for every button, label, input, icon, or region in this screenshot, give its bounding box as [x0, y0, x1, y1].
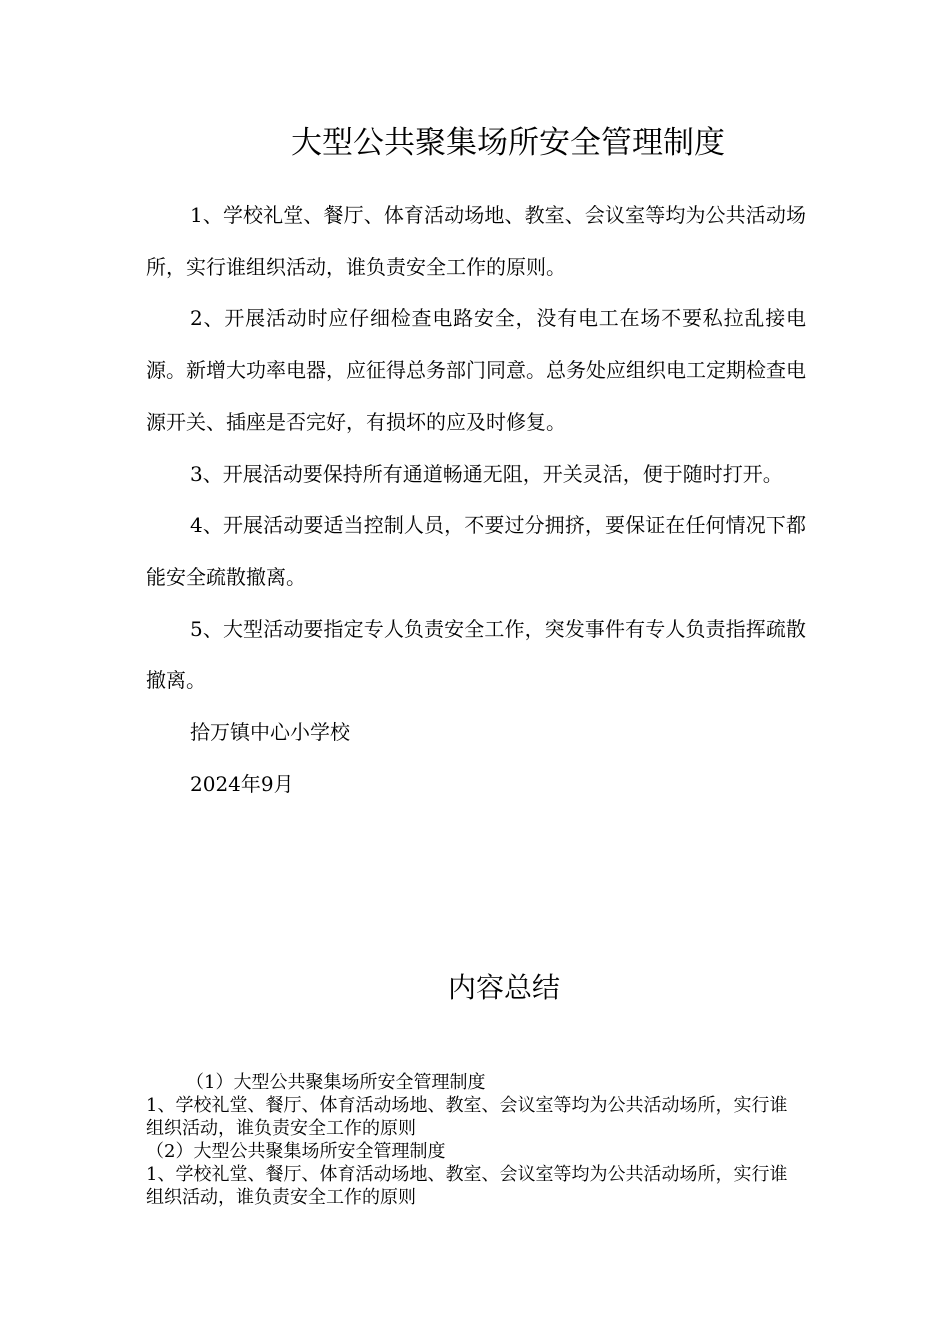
paragraph-3: 3、开展活动要保持所有通道畅通无阻，开关灵活，便于随时打开。	[190, 461, 783, 486]
summary-section	[146, 1071, 796, 1209]
summary-title: 内容总结	[447, 971, 560, 1004]
signature: 拾万镇中心小学校	[190, 720, 350, 745]
paragraph-4: 4、开展活动要适当控制人员，不要过分拥挤，要保证在任何情况下都能安全疏散撤离。	[146, 513, 806, 589]
paragraph-5: 5、大型活动要指定专人负责安全工作，突发事件有专人负责指挥疏散撤离。	[146, 616, 806, 693]
paragraph-2: 2、开展活动时应仔细检查电路安全，没有电工在场不要私拉乱接电源。新增大功率电器，应征得总务部门同意。总务处应组织电工定期检查电源开关、插座是否完好，有损坏的应及时修复。	[146, 306, 806, 434]
summary-item-heading-2: （2）大型公共聚集场所安全管理制度	[146, 1141, 446, 1162]
paragraph-1: 1、学校礼堂、餐厅、体育活动场地、教室、会议室等均为公共活动场所，实行谁组织活动，谁负责安全工作的原则。	[146, 203, 806, 279]
summary-item-text-2: 1、学校礼堂、餐厅、体育活动场地、教室、会议室等均为公共活动场所，实行谁组织活动，谁负责安全工作的原则	[146, 1164, 788, 1208]
document-title: 大型公共聚集场所安全管理制度	[291, 125, 725, 161]
document-body	[146, 190, 806, 810]
summary-item-heading-1: （1）大型公共聚集场所安全管理制度	[186, 1072, 486, 1093]
summary-item-text-1: 1、学校礼堂、餐厅、体育活动场地、教室、会议室等均为公共活动场所，实行谁组织活动，谁负责安全工作的原则	[146, 1095, 788, 1139]
document-date: 2024年9月	[190, 771, 294, 796]
